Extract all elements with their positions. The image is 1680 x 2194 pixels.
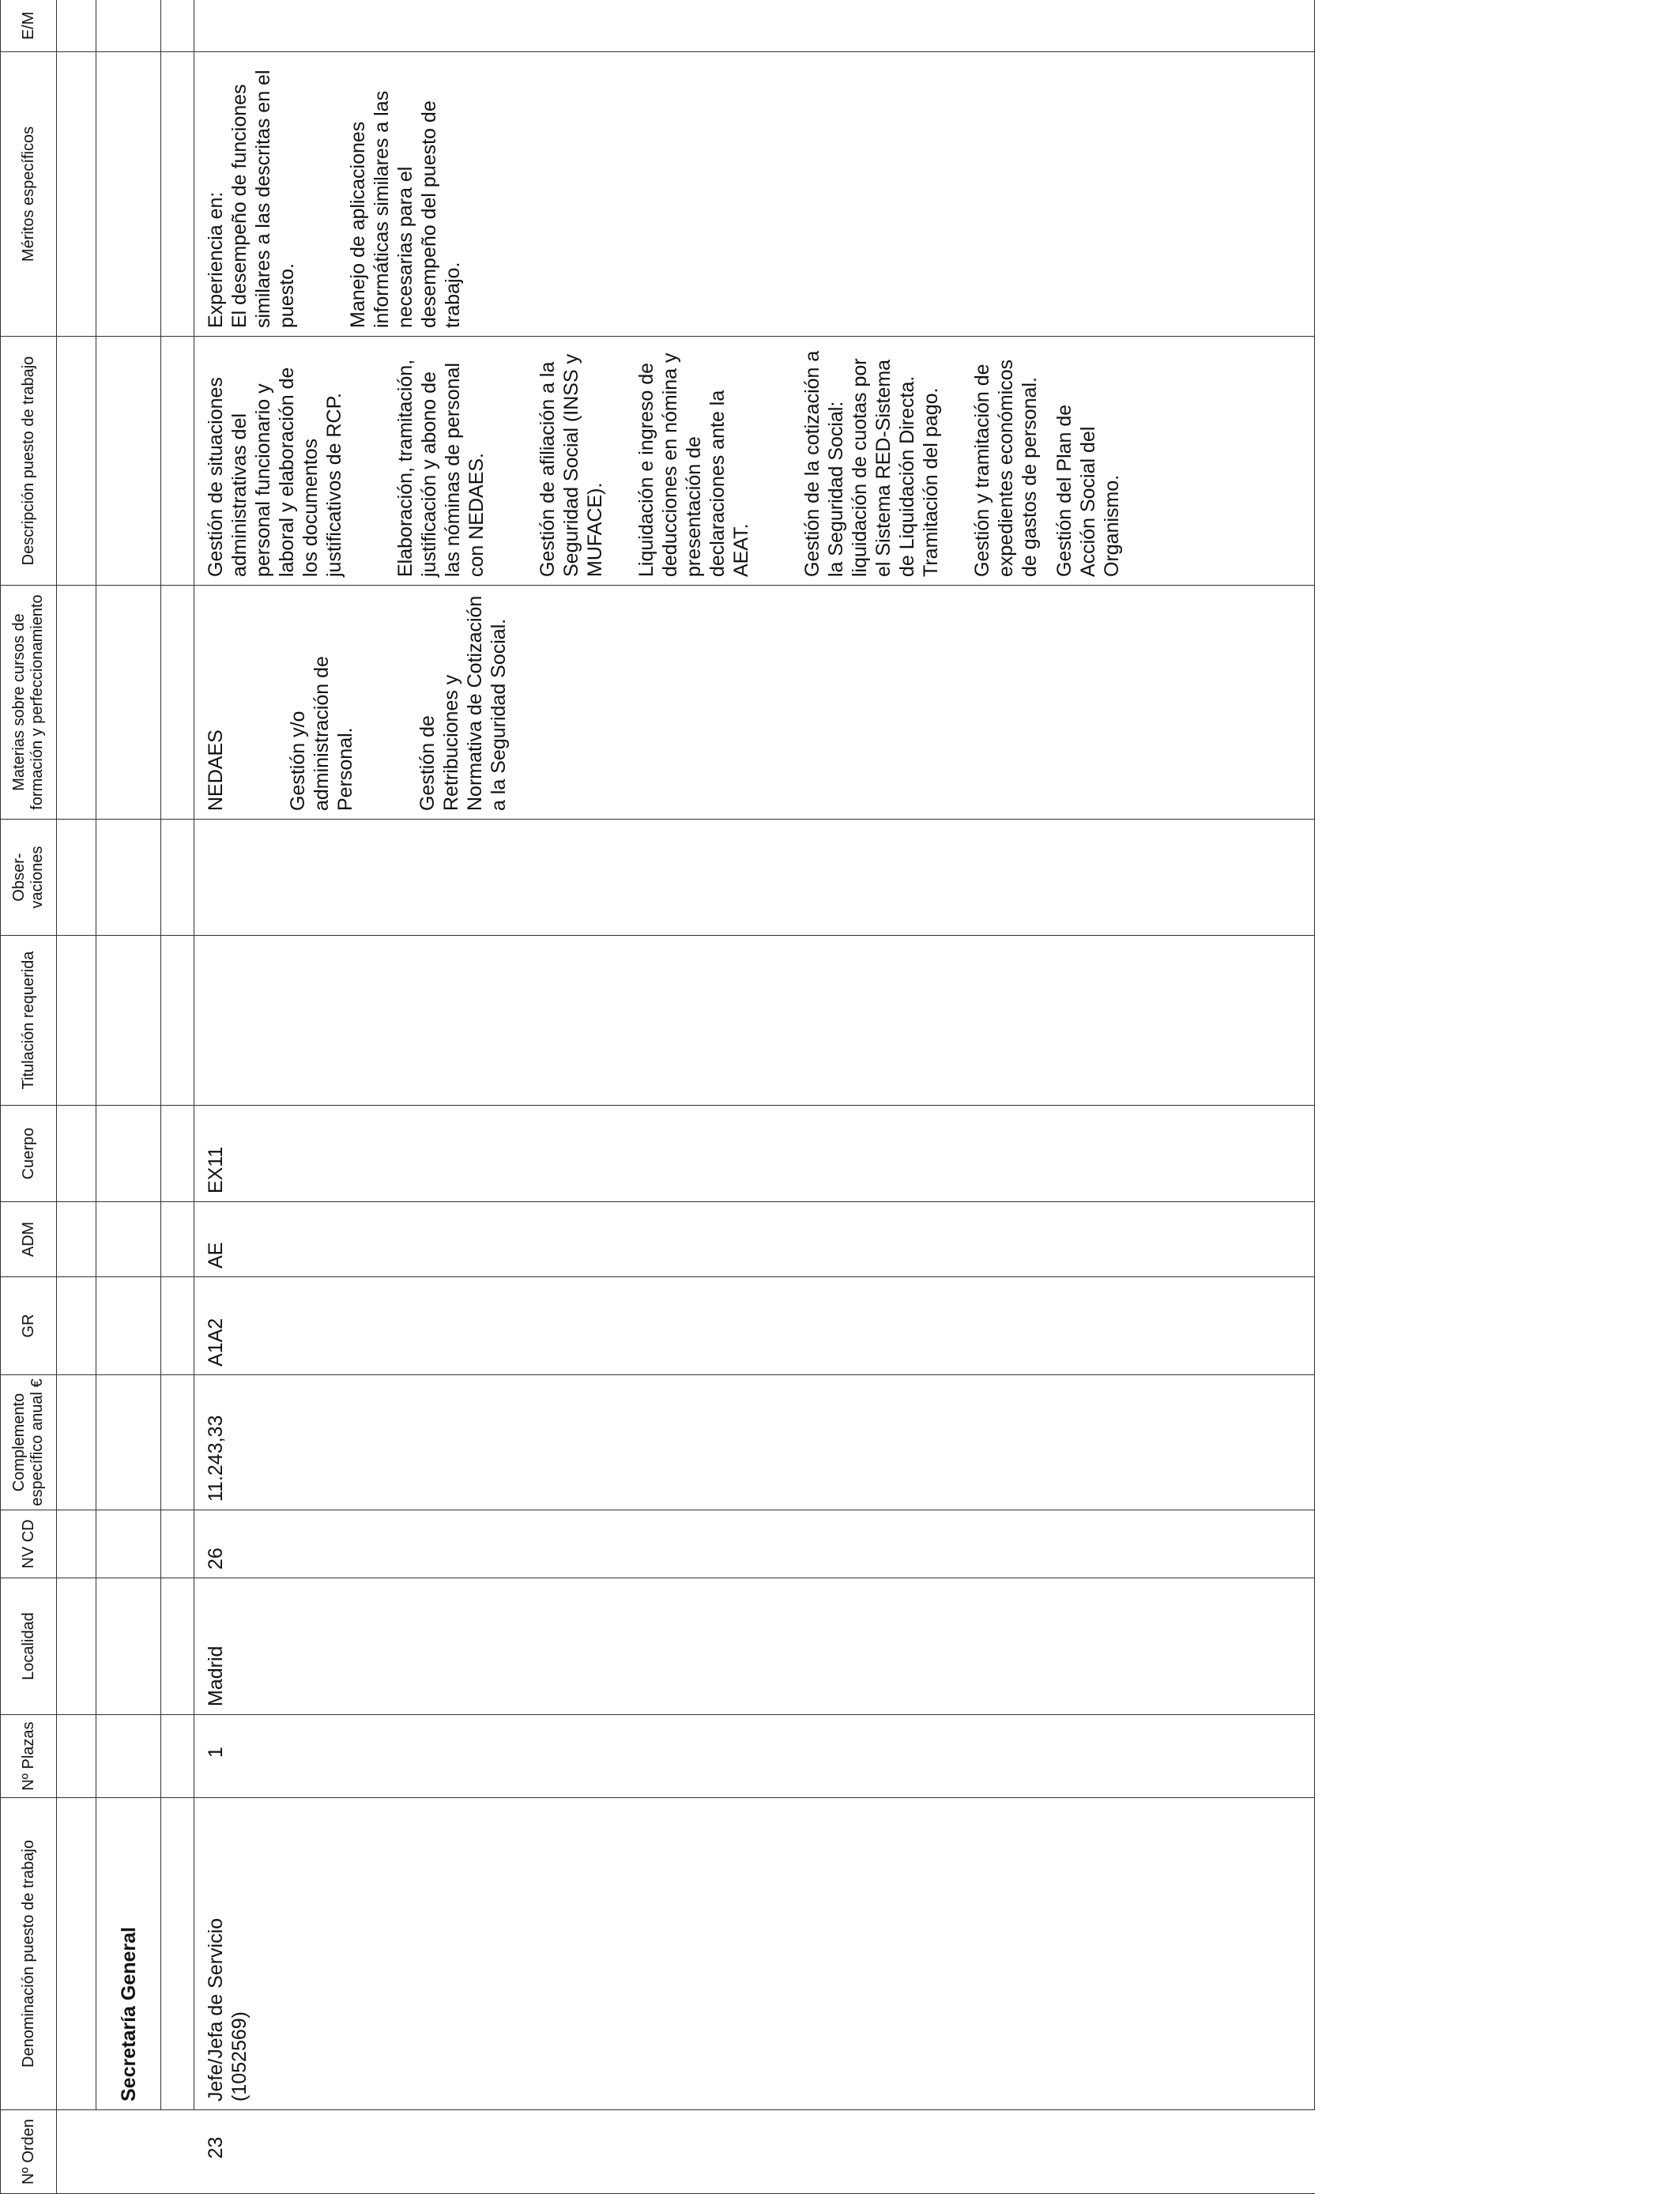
spacer-cell: [161, 1202, 194, 1277]
materias-cell: [194, 586, 1315, 820]
spacer-cell: [57, 1715, 96, 1798]
descripcion-item: Liquidación e ingreso de deducciones en nómina y presentación de declaraciones ante la AEAT.: [635, 352, 752, 577]
header-titulacion: Titulación requerida: [1, 936, 57, 1106]
spacer-cell: [57, 1510, 96, 1578]
header-denominacion: Denominación puesto de trabajo: [1, 1798, 57, 2110]
header-adm: ADM: [1, 1202, 57, 1277]
spacer-cell: [57, 936, 96, 1106]
section-cell: [96, 936, 161, 1106]
header-observaciones: Obser- vaciones: [1, 820, 57, 936]
section-title: Secretaría General: [96, 1798, 161, 2110]
header-cuerpo: Cuerpo: [1, 1106, 57, 1202]
descripcion-cell: [194, 337, 1315, 586]
em-cell: [194, 0, 1315, 52]
header-localidad: Localidad: [1, 1578, 57, 1715]
spacer-cell: [161, 337, 194, 586]
spacer-cell: [161, 1798, 194, 2110]
descripcion-item: Gestión de afiliación a la Seguridad Social (INSS y MUFACE).: [537, 353, 606, 577]
materia-item: NEDAES: [205, 729, 227, 811]
section-row: [96, 0, 161, 2194]
titulacion-cell: [194, 936, 1315, 1106]
merito-item: Manejo de aplicaciones informáticas similares a las necesarias para el desempeño del puesto de trabajo.: [347, 90, 464, 328]
complemento-cell: 11.243,33: [194, 1375, 1315, 1510]
section-cell: [96, 1375, 161, 1510]
section-orden-cell: [96, 2110, 161, 2194]
spacer-cell: [161, 0, 194, 52]
denominacion-code: (1052569): [228, 2011, 250, 2102]
header-meritos: Méritos específicos: [1, 52, 57, 337]
header-materias: Materias sobre cursos de formación y perfeccionamiento: [1, 586, 57, 820]
spacer-row: [161, 0, 194, 2194]
spacer-cell: [161, 586, 194, 820]
descripcion-item: Elaboración, tramitación, justificación y abono de las nóminas de personal con NEDAES.: [394, 359, 488, 577]
spacer-cell: [161, 52, 194, 337]
spacer-cell: [161, 1578, 194, 1715]
header-plazas: Nº Plazas: [1, 1715, 57, 1798]
meritos-cell: [194, 52, 1315, 337]
nv-cd-cell: 26: [194, 1510, 1315, 1578]
spacer-cell: [57, 52, 96, 337]
spacer-cell: [161, 1375, 194, 1510]
header-gr: GR: [1, 1277, 57, 1375]
section-cell: [96, 586, 161, 820]
materia-item: Gestión de Retribuciones y Normativa de Cotización a la Seguridad Social.: [416, 595, 510, 811]
orden-cell: 23: [194, 2110, 1315, 2194]
header-row: [1, 0, 57, 2194]
spacer-cell: [57, 1202, 96, 1277]
spacer-cell: [161, 1277, 194, 1375]
header-nv-cd: NV CD: [1, 1510, 57, 1578]
header-descripcion: Descripción puesto de trabajo: [1, 337, 57, 586]
spacer-cell: [57, 1375, 96, 1510]
header-orden: Nº Orden: [1, 2110, 57, 2194]
spacer-cell: [57, 1106, 96, 1202]
merito-item: El desempeño de funciones similares a las descritas en el puesto.: [228, 70, 298, 328]
materia-item: Gestión y/o administración de Personal.: [287, 656, 356, 811]
plazas-cell: 1: [194, 1715, 1315, 1798]
spacer-row: [57, 0, 96, 2194]
table-row: [194, 0, 1315, 2194]
spacer-cell: [161, 2110, 194, 2194]
spacer-cell: [57, 2110, 96, 2194]
localidad-cell: Madrid: [194, 1578, 1315, 1715]
descripcion-item: Gestión del Plan de Acción Social del Organismo.: [1053, 404, 1123, 577]
section-cell: [96, 1202, 161, 1277]
denominacion-line: Jefe/Jefa de Servicio: [205, 1917, 227, 2102]
adm-cell: AE: [194, 1202, 1315, 1277]
spacer-cell: [57, 820, 96, 936]
section-cell: [96, 1106, 161, 1202]
spacer-cell: [161, 936, 194, 1106]
spacer-cell: [161, 1510, 194, 1578]
section-cell: [96, 820, 161, 936]
spacer-cell: [57, 0, 96, 52]
header-complemento: Complemento específico anual €: [1, 1375, 57, 1510]
section-cell: [96, 1510, 161, 1578]
section-cell: [96, 52, 161, 337]
section-cell: [96, 1277, 161, 1375]
section-cell: [96, 337, 161, 586]
denominacion-cell: [194, 1798, 1315, 2110]
section-cell: [96, 0, 161, 52]
descripcion-item: Gestión de situaciones administrativas del personal funcionario y laboral y elaboración de los documentos justificativos de RCP.: [205, 367, 345, 577]
spacer-cell: [161, 1106, 194, 1202]
spacer-cell: [57, 586, 96, 820]
spacer-cell: [57, 1277, 96, 1375]
spacer-cell: [57, 1578, 96, 1715]
spacer-cell: [57, 337, 96, 586]
descripcion-item: Gestión y tramitación de expedientes económicos de gastos de personal.: [971, 359, 1041, 577]
spacer-cell: [57, 1798, 96, 2110]
gr-cell: A1A2: [194, 1277, 1315, 1375]
spacer-cell: [161, 1715, 194, 1798]
section-cell: [96, 1578, 161, 1715]
descripcion-item: Gestión de la cotización a la Seguridad Social: liquidación de cuotas por el Sistema RED-Sistema de Liquidación Directa. Tramitación del pago.: [801, 350, 942, 577]
section-cell: [96, 1715, 161, 1798]
meritos-intro: Experiencia en:: [205, 191, 227, 328]
observaciones-cell: [194, 820, 1315, 936]
spacer-cell: [161, 820, 194, 936]
header-em: E/M: [1, 0, 57, 52]
cuerpo-cell: EX11: [194, 1106, 1315, 1202]
